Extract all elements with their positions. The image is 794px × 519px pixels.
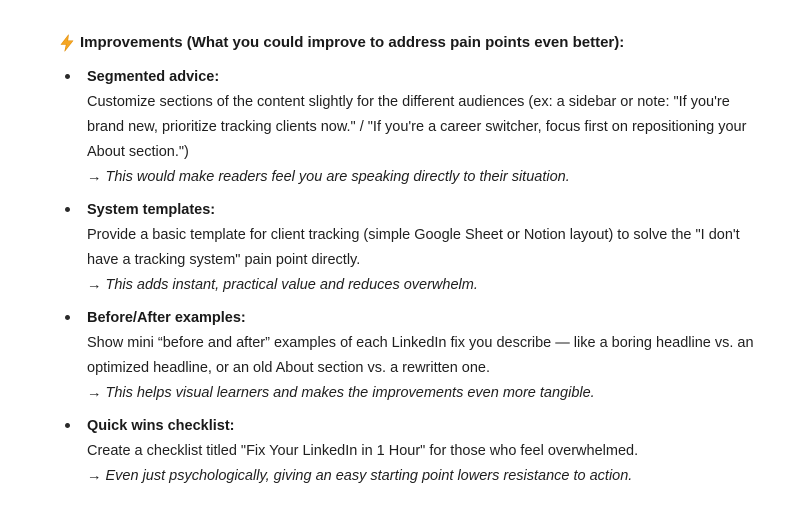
item-body: Customize sections of the content slightly for the different audiences (ex: a sidebar or note: "If you're brand new, prioritize tracking clients now." / "If you're a career switcher, focus first on repositioning your About section.") [87, 94, 747, 160]
item-body: Create a checklist titled "Fix Your LinkedIn in 1 Hour" for those who feel overwhelmed. [87, 443, 639, 459]
item-note [87, 273, 754, 298]
item-note-text: This adds instant, practical value and reduces overwhelm. [105, 277, 478, 293]
list-item [58, 198, 754, 298]
item-note [87, 381, 754, 406]
item-title: Quick wins checklist: [87, 418, 235, 434]
bullet-dot [65, 74, 70, 79]
lightning-bolt-icon [58, 34, 76, 52]
list-item [58, 306, 754, 406]
item-note [87, 464, 754, 489]
section-heading [58, 33, 754, 53]
bullet-dot [65, 423, 70, 428]
item-body: Provide a basic template for client tracking (simple Google Sheet or Notion layout) to solve the "I don't have a tracking system" pain point directly. [87, 227, 740, 268]
item-title: Before/After examples: [87, 310, 246, 326]
arrow-icon: → [87, 385, 102, 401]
arrow-icon: → [87, 277, 102, 293]
item-note-text: This would make readers feel you are speaking directly to their situation. [105, 169, 570, 185]
item-title: Segmented advice: [87, 69, 220, 85]
item-note-text: This helps visual learners and makes the improvements even more tangible. [105, 385, 595, 401]
item-note [87, 165, 754, 190]
section-heading-text: Improvements (What you could improve to address pain points even better): [80, 34, 625, 51]
list-item [58, 414, 754, 489]
bullet-dot [65, 207, 70, 212]
arrow-icon: → [87, 468, 102, 484]
bullet-dot [65, 315, 70, 320]
item-note-text: Even just psychologically, giving an easy starting point lowers resistance to action. [105, 468, 633, 484]
item-body: Show mini “before and after” examples of each LinkedIn fix you describe — like a boring headline vs. an optimized headline, or an old About section vs. a rewritten one. [87, 335, 754, 376]
arrow-icon: → [87, 169, 102, 185]
list-item [58, 65, 754, 190]
item-title: System templates: [87, 202, 216, 218]
improvements-list [58, 65, 754, 489]
